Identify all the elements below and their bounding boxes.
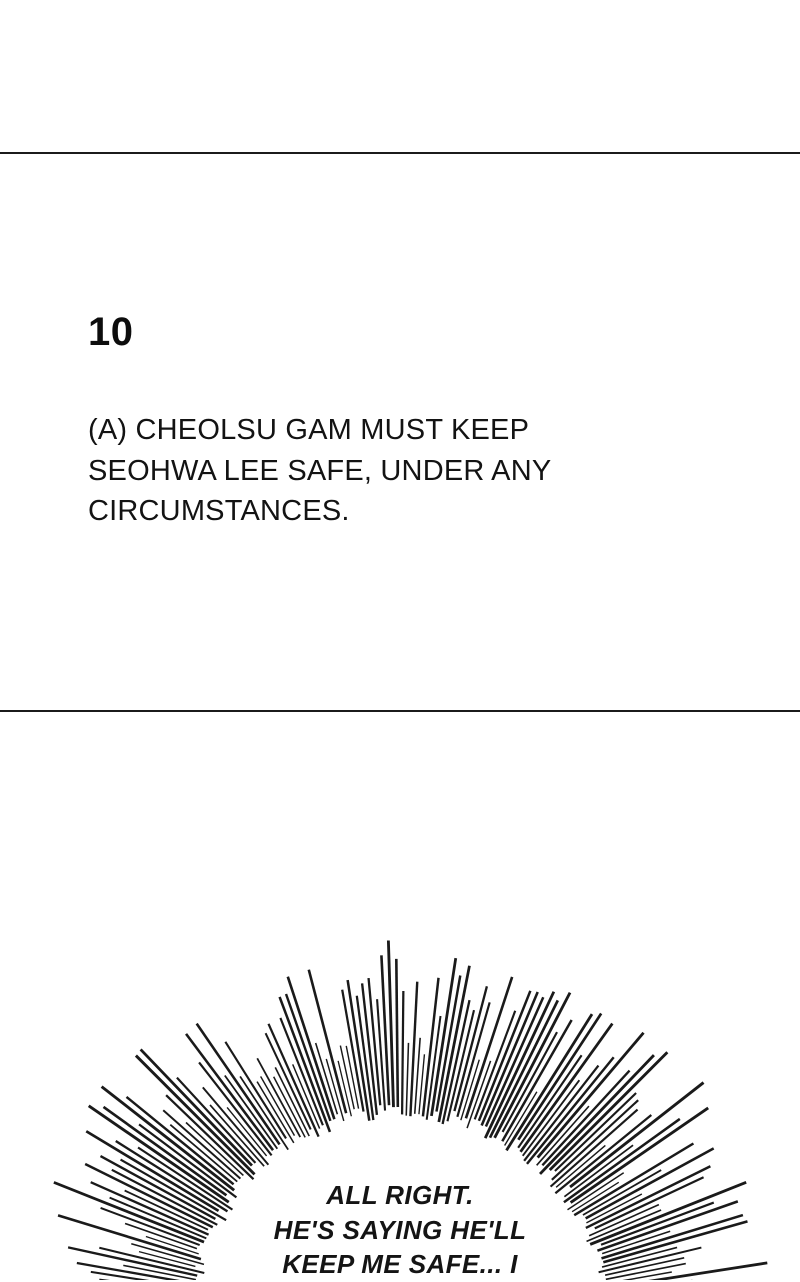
speech-line-2: HE'S SAYING HE'LL xyxy=(0,1213,800,1248)
speech-line-1: ALL RIGHT. xyxy=(0,1178,800,1213)
speech-line-3: KEEP ME SAFE... I xyxy=(0,1247,800,1282)
panel-caption: (A) CHEOLSU GAM MUST KEEP SEOHWA LEE SAFE, UNDER ANY CIRCUMSTANCES. xyxy=(88,410,628,532)
panel-divider-top xyxy=(0,152,800,154)
panel-number: 10 xyxy=(88,312,708,352)
panel-divider-bottom xyxy=(0,710,800,712)
speech-text xyxy=(0,1178,800,1282)
panel-text-block xyxy=(88,312,708,532)
